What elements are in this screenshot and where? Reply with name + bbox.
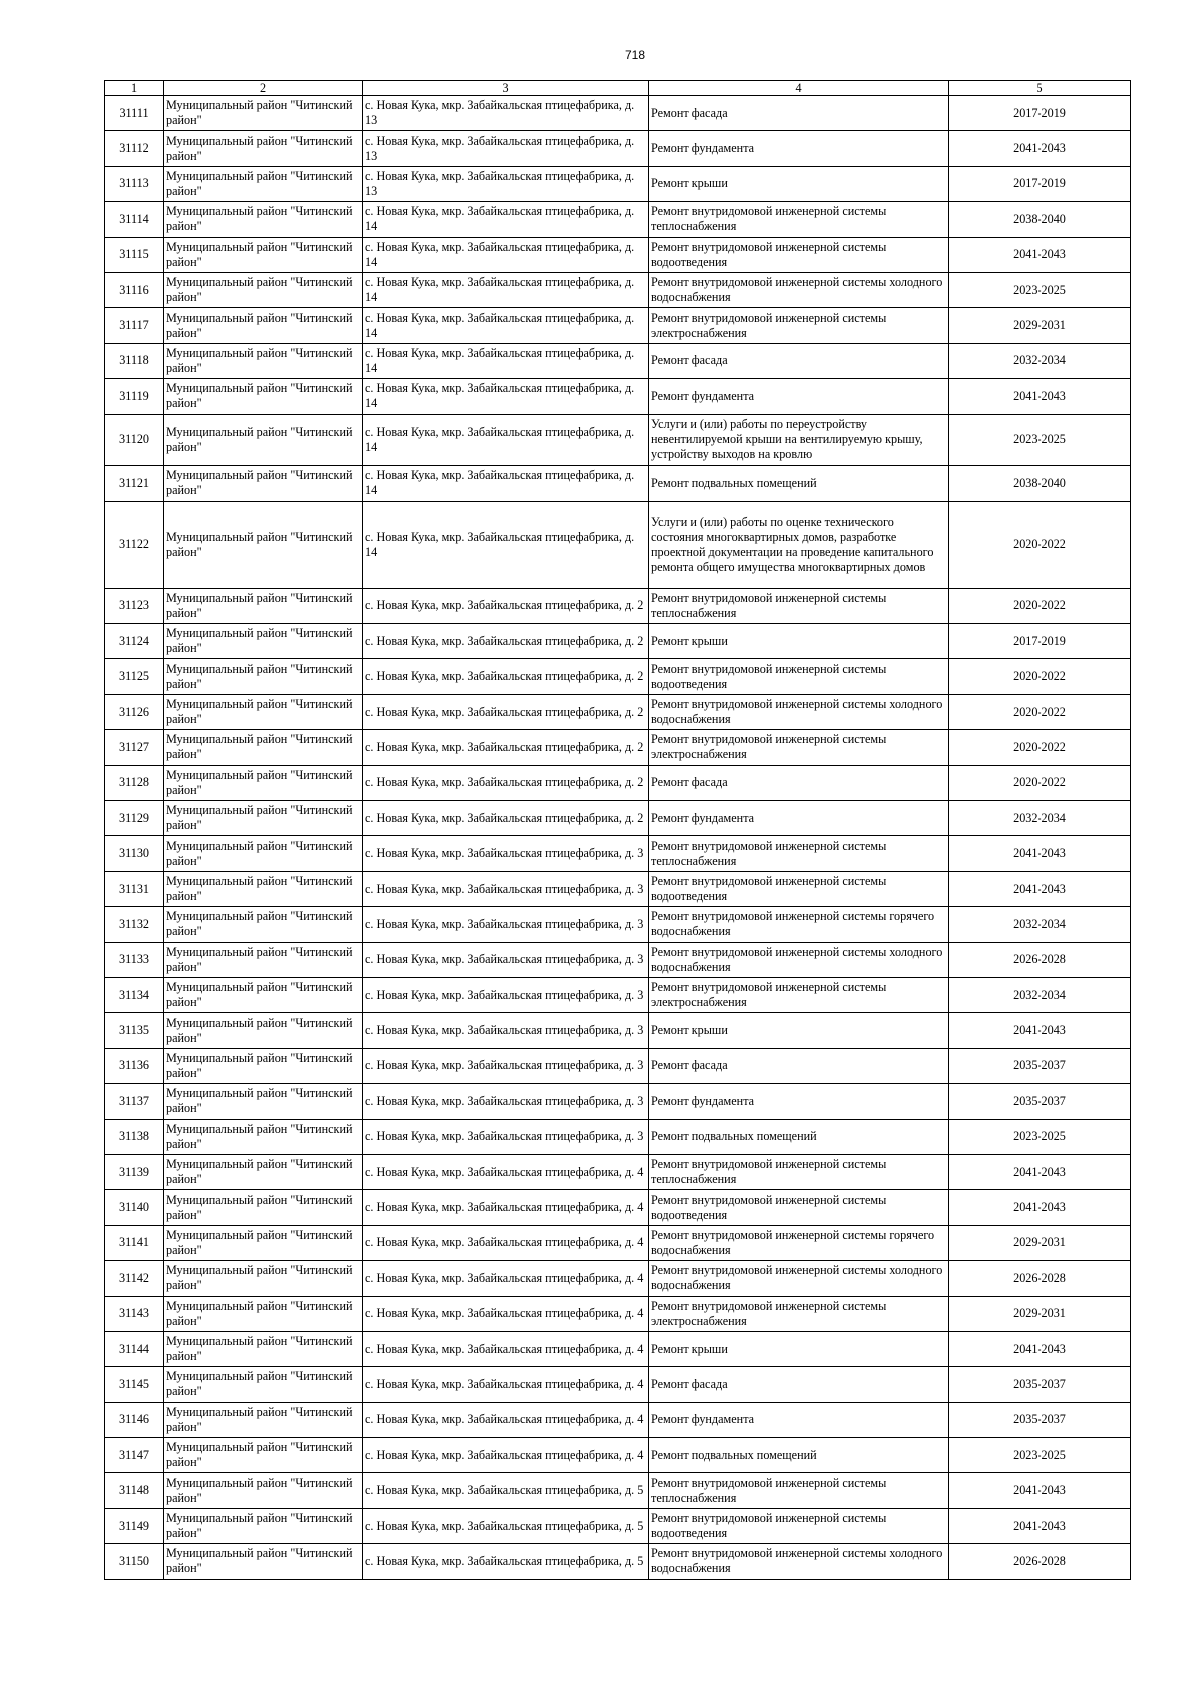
row-number-cell: 31137 xyxy=(105,1084,164,1119)
period-cell: 2020-2022 xyxy=(949,730,1131,765)
municipality-cell: Муниципальный район "Читинский район" xyxy=(164,730,363,765)
address-cell: с. Новая Кука, мкр. Забайкальская птицефабрика, д. 14 xyxy=(363,501,649,588)
table-row xyxy=(105,624,1131,659)
row-number-cell: 31138 xyxy=(105,1119,164,1154)
address-cell: с. Новая Кука, мкр. Забайкальская птицефабрика, д. 3 xyxy=(363,1084,649,1119)
work-type-cell: Ремонт внутридомовой инженерной системы водоотведения xyxy=(649,1190,949,1225)
municipality-cell: Муниципальный район "Читинский район" xyxy=(164,588,363,623)
work-type-cell: Ремонт внутридомовой инженерной системы теплоснабжения xyxy=(649,1154,949,1189)
period-cell: 2041-2043 xyxy=(949,836,1131,871)
table-row xyxy=(105,166,1131,201)
municipality-cell: Муниципальный район "Читинский район" xyxy=(164,1154,363,1189)
table-row xyxy=(105,379,1131,414)
period-cell: 2041-2043 xyxy=(949,1331,1131,1366)
table-row xyxy=(105,466,1131,501)
period-cell: 2041-2043 xyxy=(949,1190,1131,1225)
municipality-cell: Муниципальный район "Читинский район" xyxy=(164,272,363,307)
municipality-cell: Муниципальный район "Читинский район" xyxy=(164,907,363,942)
table-row xyxy=(105,1544,1131,1579)
work-type-cell: Услуги и (или) работы по оценке технического состояния многоквартирных домов, разработке проектной документации на проведение капитального ремонта общего имущества многоквартирных домов xyxy=(649,501,949,588)
table-row xyxy=(105,272,1131,307)
table-row xyxy=(105,343,1131,378)
row-number-cell: 31111 xyxy=(105,96,164,131)
municipality-cell: Муниципальный район "Читинский район" xyxy=(164,1119,363,1154)
period-cell: 2020-2022 xyxy=(949,501,1131,588)
address-cell: с. Новая Кука, мкр. Забайкальская птицефабрика, д. 4 xyxy=(363,1438,649,1473)
table-row xyxy=(105,1367,1131,1402)
address-cell: с. Новая Кука, мкр. Забайкальская птицефабрика, д. 5 xyxy=(363,1508,649,1543)
address-cell: с. Новая Кука, мкр. Забайкальская птицефабрика, д. 2 xyxy=(363,765,649,800)
address-cell: с. Новая Кука, мкр. Забайкальская птицефабрика, д. 3 xyxy=(363,836,649,871)
table-row xyxy=(105,1402,1131,1437)
municipality-cell: Муниципальный район "Читинский район" xyxy=(164,1331,363,1366)
period-cell: 2032-2034 xyxy=(949,343,1131,378)
table-row xyxy=(105,1154,1131,1189)
period-cell: 2029-2031 xyxy=(949,1296,1131,1331)
address-cell: с. Новая Кука, мкр. Забайкальская птицефабрика, д. 3 xyxy=(363,907,649,942)
column-header-4: 4 xyxy=(649,81,949,96)
row-number-cell: 31130 xyxy=(105,836,164,871)
work-type-cell: Ремонт внутридомовой инженерной системы водоотведения xyxy=(649,659,949,694)
table-row xyxy=(105,202,1131,237)
period-cell: 2035-2037 xyxy=(949,1402,1131,1437)
municipality-cell: Муниципальный район "Читинский район" xyxy=(164,801,363,836)
work-type-cell: Ремонт фасада xyxy=(649,765,949,800)
table-row xyxy=(105,414,1131,466)
table-row xyxy=(105,1048,1131,1083)
column-header-3: 3 xyxy=(363,81,649,96)
table-row xyxy=(105,765,1131,800)
address-cell: с. Новая Кука, мкр. Забайкальская птицефабрика, д. 13 xyxy=(363,166,649,201)
work-type-cell: Ремонт внутридомовой инженерной системы теплоснабжения xyxy=(649,1473,949,1508)
municipality-cell: Муниципальный район "Читинский район" xyxy=(164,1190,363,1225)
work-type-cell: Ремонт фундамента xyxy=(649,131,949,166)
row-number-cell: 31144 xyxy=(105,1331,164,1366)
period-cell: 2017-2019 xyxy=(949,624,1131,659)
period-cell: 2038-2040 xyxy=(949,466,1131,501)
work-type-cell: Ремонт крыши xyxy=(649,1013,949,1048)
municipality-cell: Муниципальный район "Читинский район" xyxy=(164,379,363,414)
row-number-cell: 31116 xyxy=(105,272,164,307)
row-number-cell: 31146 xyxy=(105,1402,164,1437)
municipality-cell: Муниципальный район "Читинский район" xyxy=(164,501,363,588)
table-row xyxy=(105,1331,1131,1366)
work-type-cell: Ремонт фасада xyxy=(649,96,949,131)
municipality-cell: Муниципальный район "Читинский район" xyxy=(164,624,363,659)
address-cell: с. Новая Кука, мкр. Забайкальская птицефабрика, д. 2 xyxy=(363,624,649,659)
work-type-cell: Ремонт подвальных помещений xyxy=(649,466,949,501)
table-row xyxy=(105,1190,1131,1225)
municipality-cell: Муниципальный район "Читинский район" xyxy=(164,694,363,729)
row-number-cell: 31114 xyxy=(105,202,164,237)
period-cell: 2041-2043 xyxy=(949,237,1131,272)
address-cell: с. Новая Кука, мкр. Забайкальская птицефабрика, д. 14 xyxy=(363,308,649,343)
header-row xyxy=(105,81,1131,96)
address-cell: с. Новая Кука, мкр. Забайкальская птицефабрика, д. 14 xyxy=(363,466,649,501)
work-type-cell: Ремонт фасада xyxy=(649,1048,949,1083)
municipality-cell: Муниципальный район "Читинский район" xyxy=(164,977,363,1012)
work-type-cell: Ремонт внутридомовой инженерной системы электроснабжения xyxy=(649,730,949,765)
address-cell: с. Новая Кука, мкр. Забайкальская птицефабрика, д. 2 xyxy=(363,659,649,694)
table-row xyxy=(105,237,1131,272)
period-cell: 2029-2031 xyxy=(949,308,1131,343)
work-type-cell: Ремонт фасада xyxy=(649,343,949,378)
row-number-cell: 31132 xyxy=(105,907,164,942)
work-type-cell: Ремонт внутридомовой инженерной системы электроснабжения xyxy=(649,977,949,1012)
table-row xyxy=(105,501,1131,588)
period-cell: 2035-2037 xyxy=(949,1367,1131,1402)
row-number-cell: 31126 xyxy=(105,694,164,729)
table-row xyxy=(105,1084,1131,1119)
address-cell: с. Новая Кука, мкр. Забайкальская птицефабрика, д. 13 xyxy=(363,131,649,166)
address-cell: с. Новая Кука, мкр. Забайкальская птицефабрика, д. 2 xyxy=(363,694,649,729)
table-row xyxy=(105,1119,1131,1154)
row-number-cell: 31149 xyxy=(105,1508,164,1543)
address-cell: с. Новая Кука, мкр. Забайкальская птицефабрика, д. 3 xyxy=(363,1013,649,1048)
row-number-cell: 31139 xyxy=(105,1154,164,1189)
period-cell: 2038-2040 xyxy=(949,202,1131,237)
table-row xyxy=(105,694,1131,729)
row-number-cell: 31142 xyxy=(105,1261,164,1296)
table-row xyxy=(105,1473,1131,1508)
row-number-cell: 31121 xyxy=(105,466,164,501)
table-row xyxy=(105,801,1131,836)
table-row xyxy=(105,1438,1131,1473)
period-cell: 2029-2031 xyxy=(949,1225,1131,1260)
municipality-cell: Муниципальный район "Читинский район" xyxy=(164,765,363,800)
table-body xyxy=(105,96,1131,1580)
table-row xyxy=(105,588,1131,623)
municipality-cell: Муниципальный район "Читинский район" xyxy=(164,871,363,906)
work-type-cell: Ремонт крыши xyxy=(649,1331,949,1366)
municipality-cell: Муниципальный район "Читинский район" xyxy=(164,414,363,466)
work-type-cell: Ремонт внутридомовой инженерной системы холодного водоснабжения xyxy=(649,694,949,729)
work-type-cell: Ремонт внутридомовой инженерной системы холодного водоснабжения xyxy=(649,1544,949,1579)
municipality-cell: Муниципальный район "Читинский район" xyxy=(164,659,363,694)
table-row xyxy=(105,942,1131,977)
column-header-2: 2 xyxy=(164,81,363,96)
row-number-cell: 31131 xyxy=(105,871,164,906)
period-cell: 2026-2028 xyxy=(949,1261,1131,1296)
table-row xyxy=(105,977,1131,1012)
municipality-cell: Муниципальный район "Читинский район" xyxy=(164,1508,363,1543)
row-number-cell: 31122 xyxy=(105,501,164,588)
municipality-cell: Муниципальный район "Читинский район" xyxy=(164,1473,363,1508)
work-type-cell: Ремонт подвальных помещений xyxy=(649,1438,949,1473)
row-number-cell: 31135 xyxy=(105,1013,164,1048)
work-type-cell: Ремонт внутридомовой инженерной системы теплоснабжения xyxy=(649,202,949,237)
row-number-cell: 31127 xyxy=(105,730,164,765)
period-cell: 2032-2034 xyxy=(949,907,1131,942)
capital-repair-table xyxy=(104,80,1131,1580)
work-type-cell: Ремонт фундамента xyxy=(649,1084,949,1119)
table-row xyxy=(105,308,1131,343)
row-number-cell: 31128 xyxy=(105,765,164,800)
period-cell: 2023-2025 xyxy=(949,1119,1131,1154)
work-type-cell: Ремонт крыши xyxy=(649,166,949,201)
municipality-cell: Муниципальный район "Читинский район" xyxy=(164,343,363,378)
table-row xyxy=(105,1508,1131,1543)
address-cell: с. Новая Кука, мкр. Забайкальская птицефабрика, д. 14 xyxy=(363,272,649,307)
row-number-cell: 31125 xyxy=(105,659,164,694)
row-number-cell: 31123 xyxy=(105,588,164,623)
address-cell: с. Новая Кука, мкр. Забайкальская птицефабрика, д. 14 xyxy=(363,343,649,378)
table-row xyxy=(105,659,1131,694)
period-cell: 2041-2043 xyxy=(949,379,1131,414)
row-number-cell: 31133 xyxy=(105,942,164,977)
municipality-cell: Муниципальный район "Читинский район" xyxy=(164,1013,363,1048)
address-cell: с. Новая Кука, мкр. Забайкальская птицефабрика, д. 14 xyxy=(363,237,649,272)
row-number-cell: 31134 xyxy=(105,977,164,1012)
row-number-cell: 31119 xyxy=(105,379,164,414)
work-type-cell: Ремонт внутридомовой инженерной системы холодного водоснабжения xyxy=(649,942,949,977)
address-cell: с. Новая Кука, мкр. Забайкальская птицефабрика, д. 4 xyxy=(363,1367,649,1402)
work-type-cell: Ремонт внутридомовой инженерной системы холодного водоснабжения xyxy=(649,272,949,307)
work-type-cell: Ремонт фасада xyxy=(649,1367,949,1402)
table-row xyxy=(105,907,1131,942)
row-number-cell: 31147 xyxy=(105,1438,164,1473)
period-cell: 2035-2037 xyxy=(949,1084,1131,1119)
municipality-cell: Муниципальный район "Читинский район" xyxy=(164,1048,363,1083)
period-cell: 2017-2019 xyxy=(949,166,1131,201)
row-number-cell: 31120 xyxy=(105,414,164,466)
period-cell: 2041-2043 xyxy=(949,1473,1131,1508)
work-type-cell: Ремонт внутридомовой инженерной системы теплоснабжения xyxy=(649,836,949,871)
period-cell: 2020-2022 xyxy=(949,694,1131,729)
address-cell: с. Новая Кука, мкр. Забайкальская птицефабрика, д. 5 xyxy=(363,1544,649,1579)
period-cell: 2041-2043 xyxy=(949,871,1131,906)
address-cell: с. Новая Кука, мкр. Забайкальская птицефабрика, д. 4 xyxy=(363,1261,649,1296)
table-row xyxy=(105,131,1131,166)
row-number-cell: 31143 xyxy=(105,1296,164,1331)
table-row xyxy=(105,871,1131,906)
municipality-cell: Муниципальный район "Читинский район" xyxy=(164,466,363,501)
address-cell: с. Новая Кука, мкр. Забайкальская птицефабрика, д. 3 xyxy=(363,1048,649,1083)
address-cell: с. Новая Кука, мкр. Забайкальская птицефабрика, д. 3 xyxy=(363,1119,649,1154)
column-header-1: 1 xyxy=(105,81,164,96)
municipality-cell: Муниципальный район "Читинский район" xyxy=(164,1544,363,1579)
work-type-cell: Ремонт подвальных помещений xyxy=(649,1119,949,1154)
work-type-cell: Ремонт внутридомовой инженерной системы водоотведения xyxy=(649,237,949,272)
work-type-cell: Ремонт внутридомовой инженерной системы электроснабжения xyxy=(649,1296,949,1331)
address-cell: с. Новая Кука, мкр. Забайкальская птицефабрика, д. 4 xyxy=(363,1402,649,1437)
address-cell: с. Новая Кука, мкр. Забайкальская птицефабрика, д. 14 xyxy=(363,414,649,466)
address-cell: с. Новая Кука, мкр. Забайкальская птицефабрика, д. 3 xyxy=(363,871,649,906)
work-type-cell: Ремонт внутридомовой инженерной системы водоотведения xyxy=(649,1508,949,1543)
municipality-cell: Муниципальный район "Читинский район" xyxy=(164,308,363,343)
period-cell: 2020-2022 xyxy=(949,765,1131,800)
table-row xyxy=(105,1225,1131,1260)
period-cell: 2041-2043 xyxy=(949,1013,1131,1048)
row-number-cell: 31117 xyxy=(105,308,164,343)
address-cell: с. Новая Кука, мкр. Забайкальская птицефабрика, д. 3 xyxy=(363,942,649,977)
period-cell: 2026-2028 xyxy=(949,942,1131,977)
address-cell: с. Новая Кука, мкр. Забайкальская птицефабрика, д. 2 xyxy=(363,801,649,836)
address-cell: с. Новая Кука, мкр. Забайкальская птицефабрика, д. 14 xyxy=(363,202,649,237)
work-type-cell: Ремонт внутридомовой инженерной системы водоотведения xyxy=(649,871,949,906)
work-type-cell: Ремонт внутридомовой инженерной системы теплоснабжения xyxy=(649,588,949,623)
table-row xyxy=(105,1296,1131,1331)
table-row xyxy=(105,1261,1131,1296)
period-cell: 2035-2037 xyxy=(949,1048,1131,1083)
row-number-cell: 31136 xyxy=(105,1048,164,1083)
row-number-cell: 31124 xyxy=(105,624,164,659)
work-type-cell: Ремонт внутридомовой инженерной системы холодного водоснабжения xyxy=(649,1261,949,1296)
address-cell: с. Новая Кука, мкр. Забайкальская птицефабрика, д. 3 xyxy=(363,977,649,1012)
work-type-cell: Услуги и (или) работы по переустройству невентилируемой крыши на вентилируемую крышу, устройству выходов на кровлю xyxy=(649,414,949,466)
address-cell: с. Новая Кука, мкр. Забайкальская птицефабрика, д. 2 xyxy=(363,730,649,765)
work-type-cell: Ремонт внутридомовой инженерной системы электроснабжения xyxy=(649,308,949,343)
row-number-cell: 31148 xyxy=(105,1473,164,1508)
row-number-cell: 31115 xyxy=(105,237,164,272)
address-cell: с. Новая Кука, мкр. Забайкальская птицефабрика, д. 14 xyxy=(363,379,649,414)
work-type-cell: Ремонт фундамента xyxy=(649,379,949,414)
period-cell: 2041-2043 xyxy=(949,131,1131,166)
municipality-cell: Муниципальный район "Читинский район" xyxy=(164,1084,363,1119)
municipality-cell: Муниципальный район "Читинский район" xyxy=(164,166,363,201)
address-cell: с. Новая Кука, мкр. Забайкальская птицефабрика, д. 4 xyxy=(363,1331,649,1366)
municipality-cell: Муниципальный район "Читинский район" xyxy=(164,1225,363,1260)
row-number-cell: 31113 xyxy=(105,166,164,201)
page-number: 718 xyxy=(624,48,646,62)
address-cell: с. Новая Кука, мкр. Забайкальская птицефабрика, д. 5 xyxy=(363,1473,649,1508)
table-row xyxy=(105,836,1131,871)
period-cell: 2020-2022 xyxy=(949,588,1131,623)
municipality-cell: Муниципальный район "Читинский район" xyxy=(164,1367,363,1402)
municipality-cell: Муниципальный район "Читинский район" xyxy=(164,131,363,166)
row-number-cell: 31129 xyxy=(105,801,164,836)
work-type-cell: Ремонт внутридомовой инженерной системы горячего водоснабжения xyxy=(649,1225,949,1260)
period-cell: 2017-2019 xyxy=(949,96,1131,131)
row-number-cell: 31141 xyxy=(105,1225,164,1260)
work-type-cell: Ремонт крыши xyxy=(649,624,949,659)
address-cell: с. Новая Кука, мкр. Забайкальская птицефабрика, д. 4 xyxy=(363,1190,649,1225)
period-cell: 2041-2043 xyxy=(949,1154,1131,1189)
column-header-5: 5 xyxy=(949,81,1131,96)
row-number-cell: 31140 xyxy=(105,1190,164,1225)
address-cell: с. Новая Кука, мкр. Забайкальская птицефабрика, д. 4 xyxy=(363,1154,649,1189)
municipality-cell: Муниципальный район "Читинский район" xyxy=(164,836,363,871)
period-cell: 2023-2025 xyxy=(949,272,1131,307)
work-type-cell: Ремонт фундамента xyxy=(649,1402,949,1437)
period-cell: 2026-2028 xyxy=(949,1544,1131,1579)
row-number-cell: 31150 xyxy=(105,1544,164,1579)
work-type-cell: Ремонт внутридомовой инженерной системы горячего водоснабжения xyxy=(649,907,949,942)
municipality-cell: Муниципальный район "Читинский район" xyxy=(164,237,363,272)
address-cell: с. Новая Кука, мкр. Забайкальская птицефабрика, д. 4 xyxy=(363,1225,649,1260)
period-cell: 2023-2025 xyxy=(949,414,1131,466)
municipality-cell: Муниципальный район "Читинский район" xyxy=(164,942,363,977)
address-cell: с. Новая Кука, мкр. Забайкальская птицефабрика, д. 13 xyxy=(363,96,649,131)
period-cell: 2041-2043 xyxy=(949,1508,1131,1543)
address-cell: с. Новая Кука, мкр. Забайкальская птицефабрика, д. 4 xyxy=(363,1296,649,1331)
municipality-cell: Муниципальный район "Читинский район" xyxy=(164,1296,363,1331)
table-row xyxy=(105,96,1131,131)
work-type-cell: Ремонт фундамента xyxy=(649,801,949,836)
municipality-cell: Муниципальный район "Читинский район" xyxy=(164,1402,363,1437)
municipality-cell: Муниципальный район "Читинский район" xyxy=(164,1438,363,1473)
municipality-cell: Муниципальный район "Читинский район" xyxy=(164,1261,363,1296)
period-cell: 2032-2034 xyxy=(949,801,1131,836)
table-header xyxy=(105,81,1131,96)
address-cell: с. Новая Кука, мкр. Забайкальская птицефабрика, д. 2 xyxy=(363,588,649,623)
row-number-cell: 31145 xyxy=(105,1367,164,1402)
period-cell: 2020-2022 xyxy=(949,659,1131,694)
municipality-cell: Муниципальный район "Читинский район" xyxy=(164,96,363,131)
row-number-cell: 31112 xyxy=(105,131,164,166)
row-number-cell: 31118 xyxy=(105,343,164,378)
period-cell: 2023-2025 xyxy=(949,1438,1131,1473)
table-row xyxy=(105,1013,1131,1048)
municipality-cell: Муниципальный район "Читинский район" xyxy=(164,202,363,237)
period-cell: 2032-2034 xyxy=(949,977,1131,1012)
table-row xyxy=(105,730,1131,765)
